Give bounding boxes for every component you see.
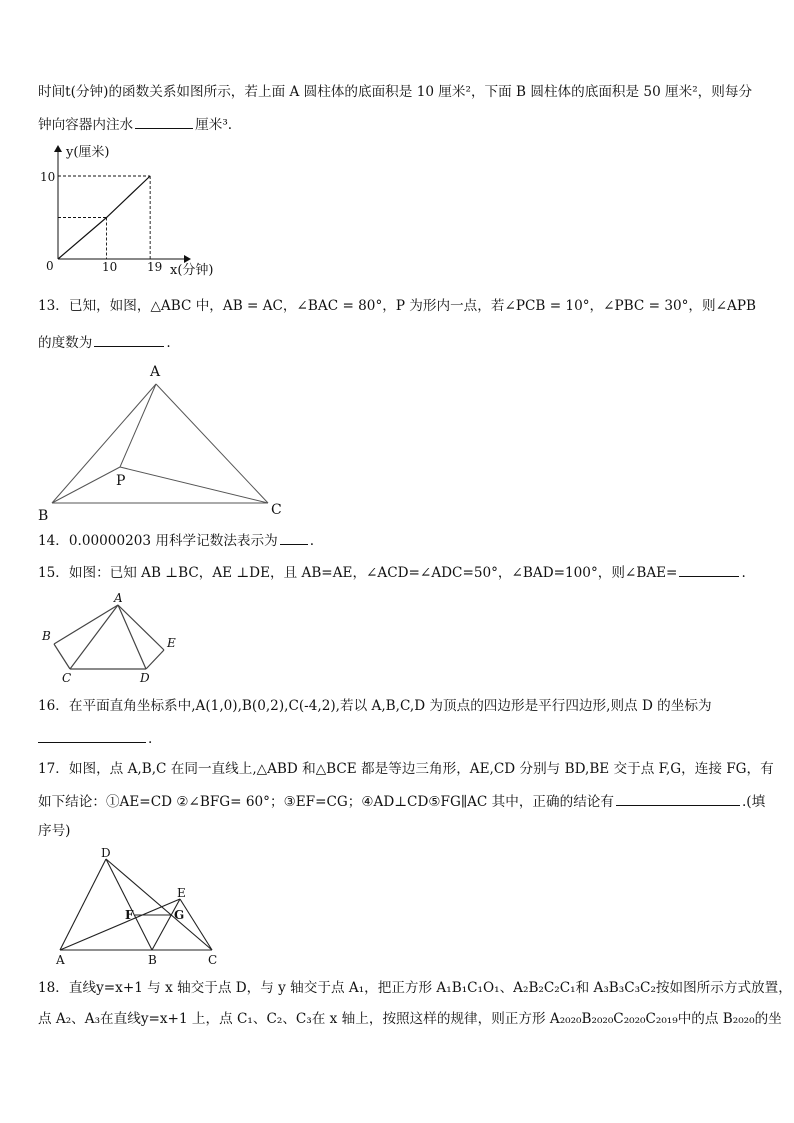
segment-BE xyxy=(152,899,180,950)
q14-answer-blank[interactable] xyxy=(280,530,308,545)
q17-triangles-figure xyxy=(44,843,234,968)
q12-graph xyxy=(30,140,230,280)
q15-prefix: 15．如图：已知 AB ⊥BC，AE ⊥DE，且 AB=AE，∠ACD=∠ADC=50°，∠BAD=100°，则∠BAE= xyxy=(38,565,678,581)
segment-AD xyxy=(60,859,106,950)
q17-text-line2 xyxy=(38,791,765,811)
segment-AB xyxy=(54,605,118,644)
q13-line2-suffix: . xyxy=(166,335,171,351)
point-label-B: B xyxy=(38,508,49,524)
q13-triangle-figure xyxy=(30,358,290,526)
q13-text-line2 xyxy=(38,332,171,352)
q14-prefix: 14．0.00000203 用科学记数法表示为 xyxy=(38,533,278,549)
point-label-G: G xyxy=(174,908,185,922)
segment-AC xyxy=(156,384,268,503)
point-label-A: A xyxy=(150,364,161,380)
q15-answer-blank[interactable] xyxy=(679,562,739,577)
point-label-D: D xyxy=(140,671,150,685)
q14-text xyxy=(38,530,314,550)
x-tick-label-19: 19 xyxy=(147,260,163,274)
segment-EA xyxy=(118,605,164,650)
q13-answer-blank[interactable] xyxy=(94,332,164,347)
q16-text-line1: 16．在平面直角坐标系中,A(1,0),B(0,2),C(-4,2),若以 A,B,C,D 为顶点的四边形是平行四边形,则点 D 的坐标为 xyxy=(38,698,712,714)
q16-text-line2 xyxy=(38,728,152,748)
x-tick-label-10: 10 xyxy=(102,260,118,274)
point-label-B: B xyxy=(42,629,51,643)
segment-AC xyxy=(70,605,118,669)
q16-answer-blank[interactable] xyxy=(38,728,146,743)
q14-suffix: . xyxy=(309,533,315,549)
point-label-B: B xyxy=(148,953,157,967)
point-label-D: D xyxy=(101,846,111,860)
q16-suffix: . xyxy=(148,731,153,747)
segment-AB xyxy=(52,384,156,503)
q17-text-line3: 序号) xyxy=(38,823,71,839)
q15-pentagon-figure xyxy=(36,588,196,686)
q13-text-line1: 13．已知，如图，△ABC 中，AB = AC，∠BAC = 80°，P 为形内一点，若∠PCB = 10°，∠PBC = 30°，则∠APB xyxy=(38,298,756,314)
point-label-A: A xyxy=(56,953,65,967)
origin-label: 0 xyxy=(46,259,54,273)
q12-line2-prefix: 钟向容器内注水 xyxy=(38,117,134,133)
q18-text-line2: 点 A₂、A₃在直线y=x+1 上，点 C₁、C₂、C₃在 x 轴上，按照这样的规律，则正方形 A₂₀₂₀B₂₀₂₀C₂₀₂₀C₂₀₁₉中的点 B₂₀₂₀的坐 xyxy=(38,1011,782,1027)
point-label-E: E xyxy=(177,886,186,900)
segment-BP xyxy=(52,467,120,503)
point-label-C: C xyxy=(208,953,218,967)
q18-text-line1: 18．直线y=x+1 与 x 轴交于点 D，与 y 轴交于点 A₁，把正方形 A₁B₁C₁O₁、A₂B₂C₂C₁和 A₃B₃C₃C₂按如图所示方式放置， xyxy=(38,980,792,996)
segment-CP xyxy=(120,467,268,503)
q17-text-line1: 17．如图，点 A,B,C 在同一直线上,△ABD 和△BCE 都是等边三角形，AE,CD 分别与 BD,BE 交于点 F,G，连接 FG，有 xyxy=(38,761,774,777)
point-label-F: F xyxy=(125,908,134,922)
q15-suffix: . xyxy=(741,565,746,581)
q17-line2-suffix: .(填 xyxy=(741,794,766,810)
q12-text-line2 xyxy=(38,114,232,134)
segment-AP xyxy=(120,384,156,467)
q13-line2-prefix: 的度数为 xyxy=(38,335,93,351)
y-tick-label: 10 xyxy=(40,170,56,184)
q15-text xyxy=(38,562,746,582)
point-label-E: E xyxy=(167,636,176,650)
q12-line2-suffix: 厘米³. xyxy=(195,117,233,133)
q17-line2-prefix: 如下结论：①AE=CD ②∠BFG= 60°；③EF=CG；④AD⊥CD⑤FG∥AC 其中，正确的结论有 xyxy=(38,794,614,810)
segment-DE xyxy=(146,650,164,669)
point-label-A: A xyxy=(114,591,123,605)
y-axis-label: y(厘米) xyxy=(66,145,110,160)
x-axis-label: x(分钟) xyxy=(170,263,214,278)
q12-text-line1: 时间t(分钟)的函数关系如图所示，若上面 A 圆柱体的底面积是 10 厘米²，下面 B 圆柱体的底面积是 50 厘米²，则每分 xyxy=(38,84,753,100)
segment-AD xyxy=(118,605,146,669)
point-label-C: C xyxy=(271,502,282,518)
segment-DB xyxy=(106,859,152,950)
segment-BC xyxy=(54,644,70,669)
segment-EC xyxy=(180,899,212,950)
q17-answer-blank[interactable] xyxy=(616,791,740,806)
point-label-P: P xyxy=(116,473,126,489)
point-label-C: C xyxy=(62,671,72,685)
q12-answer-blank[interactable] xyxy=(135,114,193,129)
